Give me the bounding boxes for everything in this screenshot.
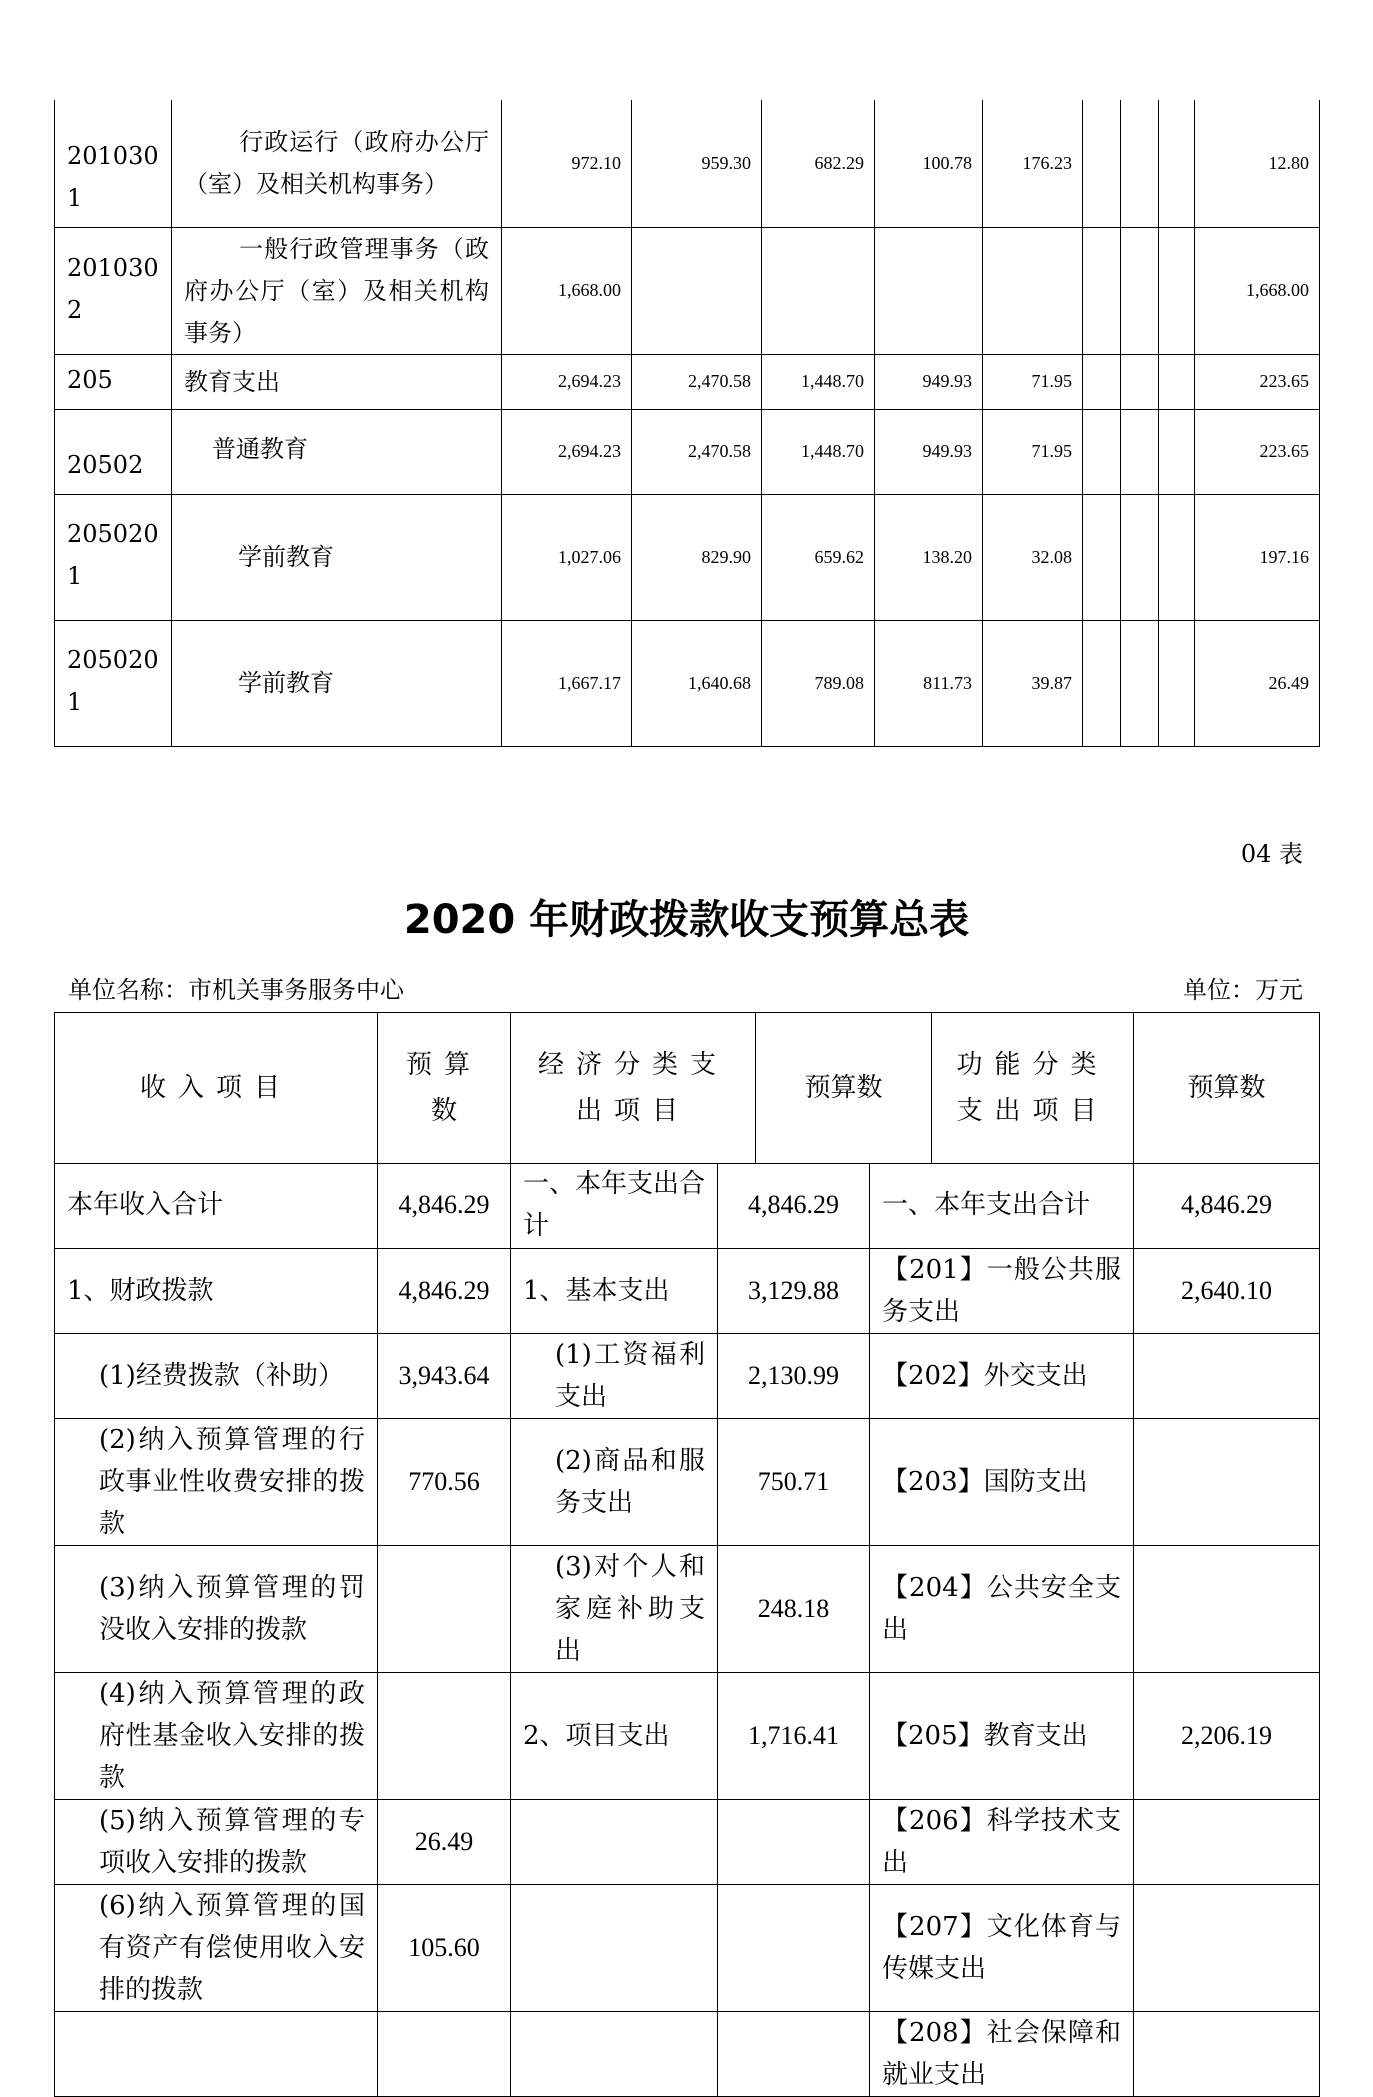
amount-cell	[1083, 620, 1121, 746]
amount-cell: 12.80	[1195, 100, 1320, 227]
table-row	[55, 620, 1320, 746]
econ-item	[511, 1799, 718, 1884]
amount-cell	[875, 227, 983, 354]
amount-cell: 39.87	[983, 620, 1083, 746]
amount-cell	[1159, 227, 1195, 354]
header-income-item: 收入项目	[55, 1013, 378, 1164]
table-row	[55, 1333, 1320, 1418]
table-row	[55, 1884, 1320, 2011]
income-amount: 4,846.29	[378, 1248, 511, 1333]
amount-cell: 949.93	[875, 409, 983, 494]
amount-cell: 26.49	[1195, 620, 1320, 746]
func-amount	[1134, 2011, 1320, 2096]
econ-item: 一、本年支出合计	[511, 1163, 718, 1248]
amount-cell	[1083, 494, 1121, 620]
amount-cell	[1121, 620, 1159, 746]
table-row	[55, 354, 1320, 409]
econ-item	[511, 2011, 718, 2096]
table-row	[55, 409, 1320, 494]
subject-code: 2010301	[55, 100, 172, 227]
unit-name: 单位名称：市机关事务服务中心	[68, 976, 404, 1004]
amount-cell: 1,640.68	[632, 620, 762, 746]
table-row	[55, 100, 1320, 227]
header-func-budget: 预算数	[1134, 1013, 1320, 1164]
amount-cell	[1159, 494, 1195, 620]
amount-cell	[1121, 227, 1159, 354]
econ-amount: 4,846.29	[718, 1163, 870, 1248]
table-row	[55, 1799, 1320, 1884]
econ-item: (2)商品和服务支出	[511, 1418, 718, 1545]
income-item: (4)纳入预算管理的政府性基金收入安排的拨款	[55, 1672, 378, 1799]
amount-cell: 223.65	[1195, 409, 1320, 494]
income-amount: 3,943.64	[378, 1333, 511, 1418]
amount-cell: 1,448.70	[762, 409, 875, 494]
amount-cell: 659.62	[762, 494, 875, 620]
amount-cell: 959.30	[632, 100, 762, 227]
amount-cell: 811.73	[875, 620, 983, 746]
amount-cell: 176.23	[983, 100, 1083, 227]
subject-code: 2050201	[55, 494, 172, 620]
table-number: 04 表	[1240, 840, 1303, 868]
econ-amount: 3,129.88	[718, 1248, 870, 1333]
func-amount: 4,846.29	[1134, 1163, 1320, 1248]
amount-cell: 1,668.00	[502, 227, 632, 354]
income-item: (6)纳入预算管理的国有资产有偿使用收入安排的拨款	[55, 1884, 378, 2011]
income-amount: 105.60	[378, 1884, 511, 2011]
func-amount	[1134, 1545, 1320, 1672]
budget-table-body	[54, 1163, 1320, 2097]
func-amount: 2,640.10	[1134, 1248, 1320, 1333]
income-amount: 4,846.29	[378, 1163, 511, 1248]
income-item: (1)经费拨款（补助）	[55, 1333, 378, 1418]
econ-item: 2、项目支出	[511, 1672, 718, 1799]
amount-cell: 1,667.17	[502, 620, 632, 746]
amount-cell	[983, 227, 1083, 354]
amount-cell	[1121, 354, 1159, 409]
header-econ-budget: 预算数	[756, 1013, 932, 1164]
amount-cell	[1121, 494, 1159, 620]
table-row	[55, 494, 1320, 620]
page-title: 2020 年财政拨款收支预算总表	[403, 897, 970, 943]
currency-unit: 单位：万元	[1183, 976, 1303, 1004]
func-item: 【205】教育支出	[870, 1672, 1134, 1799]
amount-cell: 829.90	[632, 494, 762, 620]
amount-cell	[1159, 100, 1195, 227]
table-row	[55, 2011, 1320, 2096]
subject-name: 学前教育	[172, 494, 502, 620]
func-item: 一、本年支出合计	[870, 1163, 1134, 1248]
header-func-item: 功能分类 支出项目	[932, 1013, 1134, 1164]
econ-item: (3)对个人和家庭补助支出	[511, 1545, 718, 1672]
func-item: 【204】公共安全支出	[870, 1545, 1134, 1672]
subject-name: 教育支出	[172, 354, 502, 409]
amount-cell	[1121, 409, 1159, 494]
income-item: 本年收入合计	[55, 1163, 378, 1248]
amount-cell: 2,470.58	[632, 409, 762, 494]
amount-cell: 1,027.06	[502, 494, 632, 620]
amount-cell: 197.16	[1195, 494, 1320, 620]
econ-amount: 2,130.99	[718, 1333, 870, 1418]
amount-cell: 949.93	[875, 354, 983, 409]
amount-cell: 100.78	[875, 100, 983, 227]
econ-amount: 1,716.41	[718, 1672, 870, 1799]
subject-code: 2010302	[55, 227, 172, 354]
income-item: 1、财政拨款	[55, 1248, 378, 1333]
income-item: (5)纳入预算管理的专项收入安排的拨款	[55, 1799, 378, 1884]
econ-amount	[718, 2011, 870, 2096]
table-row	[55, 1248, 1320, 1333]
income-amount: 26.49	[378, 1799, 511, 1884]
amount-cell: 32.08	[983, 494, 1083, 620]
func-amount	[1134, 1418, 1320, 1545]
table-row	[55, 1672, 1320, 1799]
amount-cell: 138.20	[875, 494, 983, 620]
income-amount	[378, 1672, 511, 1799]
amount-cell: 2,470.58	[632, 354, 762, 409]
func-item: 【207】文化体育与传媒支出	[870, 1884, 1134, 2011]
table-row	[55, 227, 1320, 354]
amount-cell: 2,694.23	[502, 354, 632, 409]
income-item: (3)纳入预算管理的罚没收入安排的拨款	[55, 1545, 378, 1672]
amount-cell	[1159, 409, 1195, 494]
func-amount	[1134, 1884, 1320, 2011]
func-amount: 2,206.19	[1134, 1672, 1320, 1799]
income-amount: 770.56	[378, 1418, 511, 1545]
amount-cell	[1083, 100, 1121, 227]
econ-amount	[718, 1884, 870, 2011]
subject-name: 一般行政管理事务（政府办公厅（室）及相关机构事务）	[172, 227, 502, 354]
amount-cell: 789.08	[762, 620, 875, 746]
amount-cell: 1,668.00	[1195, 227, 1320, 354]
amount-cell: 972.10	[502, 100, 632, 227]
amount-cell: 71.95	[983, 354, 1083, 409]
header-budget: 预算 数	[378, 1013, 511, 1164]
amount-cell	[762, 227, 875, 354]
income-item: (2)纳入预算管理的行政事业性收费安排的拨款	[55, 1418, 378, 1545]
subject-code: 205	[55, 354, 172, 409]
func-amount	[1134, 1333, 1320, 1418]
table-row	[55, 1418, 1320, 1545]
econ-item: (1)工资福利支出	[511, 1333, 718, 1418]
table-row	[55, 1163, 1320, 1248]
amount-cell: 682.29	[762, 100, 875, 227]
amount-cell: 223.65	[1195, 354, 1320, 409]
func-amount	[1134, 1799, 1320, 1884]
amount-cell	[1083, 409, 1121, 494]
amount-cell	[1083, 354, 1121, 409]
func-item: 【203】国防支出	[870, 1418, 1134, 1545]
amount-cell: 1,448.70	[762, 354, 875, 409]
amount-cell	[1159, 354, 1195, 409]
prior-expenditure-table	[54, 100, 1320, 747]
econ-amount: 248.18	[718, 1545, 870, 1672]
func-item: 【206】科学技术支出	[870, 1799, 1134, 1884]
income-amount	[378, 1545, 511, 1672]
subject-code: 20502	[55, 409, 172, 494]
amount-cell	[1121, 100, 1159, 227]
func-item: 【208】社会保障和就业支出	[870, 2011, 1134, 2096]
econ-item	[511, 1884, 718, 2011]
func-item: 【201】一般公共服务支出	[870, 1248, 1134, 1333]
subject-name: 普通教育	[172, 409, 502, 494]
income-amount	[378, 2011, 511, 2096]
income-item	[55, 2011, 378, 2096]
amount-cell: 2,694.23	[502, 409, 632, 494]
amount-cell	[632, 227, 762, 354]
subject-code: 2050201	[55, 620, 172, 746]
econ-amount: 750.71	[718, 1418, 870, 1545]
amount-cell: 71.95	[983, 409, 1083, 494]
econ-amount	[718, 1799, 870, 1884]
budget-table-header	[54, 1012, 1320, 1164]
econ-item: 1、基本支出	[511, 1248, 718, 1333]
table-row	[55, 1545, 1320, 1672]
header-econ-item: 经济分类支 出项目	[511, 1013, 756, 1164]
subject-name: 学前教育	[172, 620, 502, 746]
subject-name: 行政运行（政府办公厅（室）及相关机构事务）	[172, 100, 502, 227]
func-item: 【202】外交支出	[870, 1333, 1134, 1418]
amount-cell	[1159, 620, 1195, 746]
amount-cell	[1083, 227, 1121, 354]
